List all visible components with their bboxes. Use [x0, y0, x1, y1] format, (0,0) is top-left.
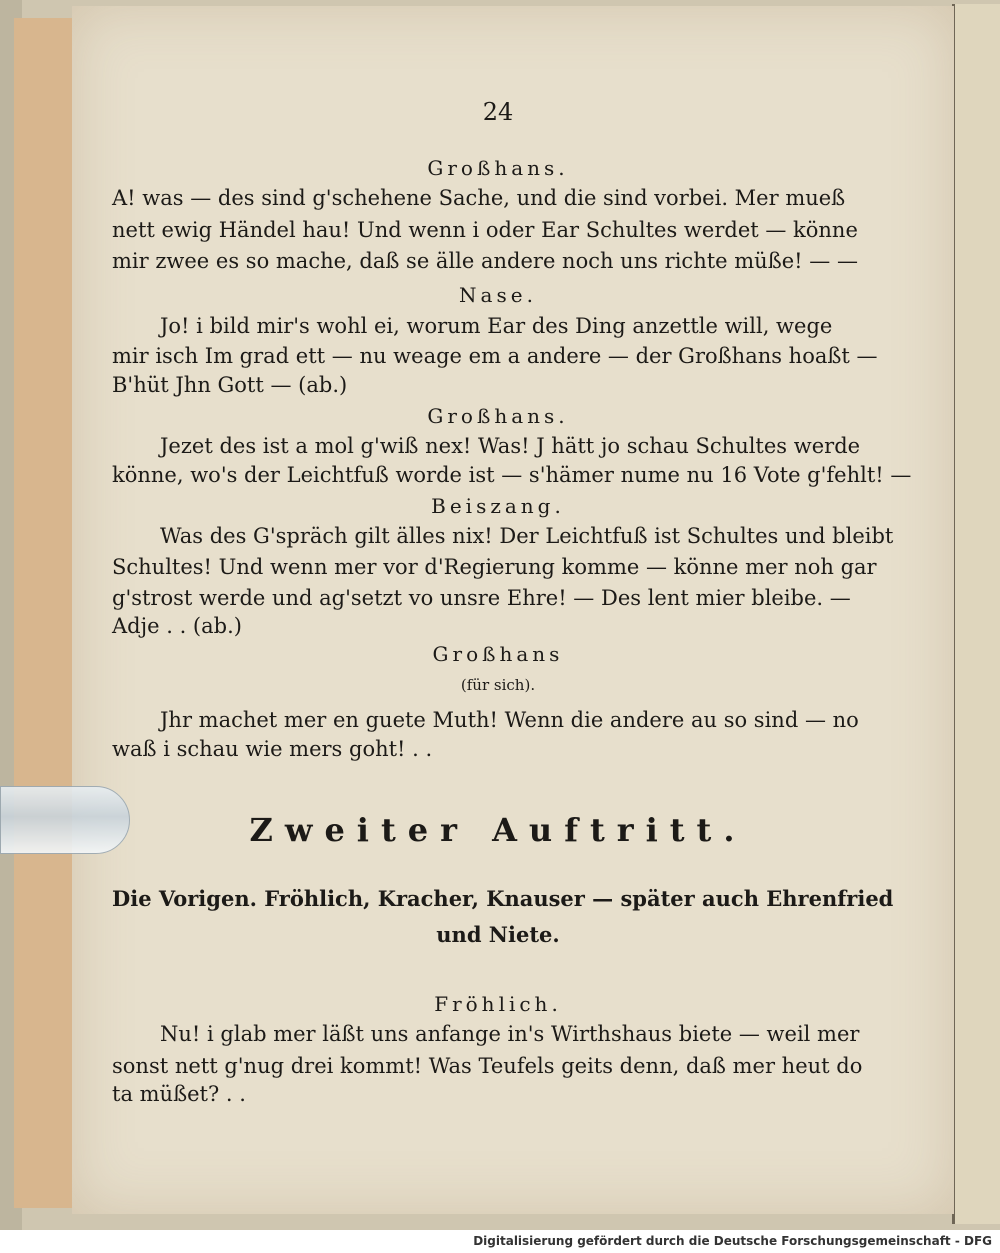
footer-credit: Digitalisierung gefördert durch die Deutsche Forschungsgemeinschaft - DFG	[473, 1234, 992, 1248]
text-line: sonst nett g'nug drei kommt! Was Teufels geits denn, daß mer heut do	[112, 1054, 863, 1078]
stage-direction: (für sich).	[460, 676, 536, 694]
text-line: Jo! i bild mir's wohl ei, worum Ear des Ding anzettle will, wege	[160, 314, 833, 338]
text-line: Schultes! Und wenn mer vor d'Regierung komme — könne mer noh gar	[112, 555, 877, 579]
text-line: Jezet des ist a mol g'wiß nex! Was! J hätt jo schau Schultes werde	[160, 434, 861, 458]
speaker-grosshans: Großhans.	[427, 156, 569, 180]
text-line: mir zwee es so mache, daß se älle andere noch uns richte müße! — —	[112, 249, 858, 273]
speaker-beiszang: Beiszang.	[431, 494, 565, 518]
text-line: könne, wo's der Leichtfuß worde ist — s'hämer nume nu 16 Vote g'fehlt! —	[112, 463, 912, 487]
cast-line: Die Vorigen. Fröhlich, Kracher, Knauser — später auch Ehrenfried	[112, 886, 894, 911]
scene-heading: Zweiter Auftritt.	[249, 811, 747, 849]
next-page-edge	[952, 4, 1000, 1224]
book-page	[72, 6, 954, 1214]
text-line: g'strost werde und ag'setzt vo unsre Ehre! — Des lent mier bleibe. —	[112, 586, 851, 610]
speaker-grosshans: Großhans	[432, 642, 564, 666]
speaker-nase: Nase.	[459, 283, 537, 307]
text-line: mir isch Im grad ett — nu weage em a andere — der Großhans hoaßt —	[112, 344, 878, 368]
page-number: 24	[482, 98, 514, 126]
text-line: Was des G'spräch gilt älles nix! Der Leichtfuß ist Schultes und bleibt	[160, 524, 894, 548]
text-line: Jhr machet mer en guete Muth! Wenn die andere au so sind — no	[160, 708, 859, 732]
footer-bar	[0, 1230, 1000, 1253]
speaker-froehlich: Fröhlich.	[434, 992, 562, 1016]
text-line: ta müßet? . .	[112, 1082, 246, 1106]
cast-line: und Niete.	[436, 922, 560, 947]
text-line: Nu! i glab mer läßt uns anfange in's Wirthshaus biete — weil mer	[160, 1022, 860, 1046]
text-line: waß i schau wie mers goht! . .	[112, 737, 433, 761]
text-line: nett ewig Händel hau! Und wenn i oder Ear Schultes werdet — könne	[112, 218, 858, 242]
text-line: B'hüt Jhn Gott — (ab.)	[112, 373, 348, 397]
speaker-grosshans: Großhans.	[427, 404, 569, 428]
text-line: A! was — des sind g'schehene Sache, und die sind vorbei. Mer mueß	[112, 186, 846, 210]
text-line: Adje . . (ab.)	[112, 614, 242, 638]
page-holder-clip	[0, 786, 130, 854]
